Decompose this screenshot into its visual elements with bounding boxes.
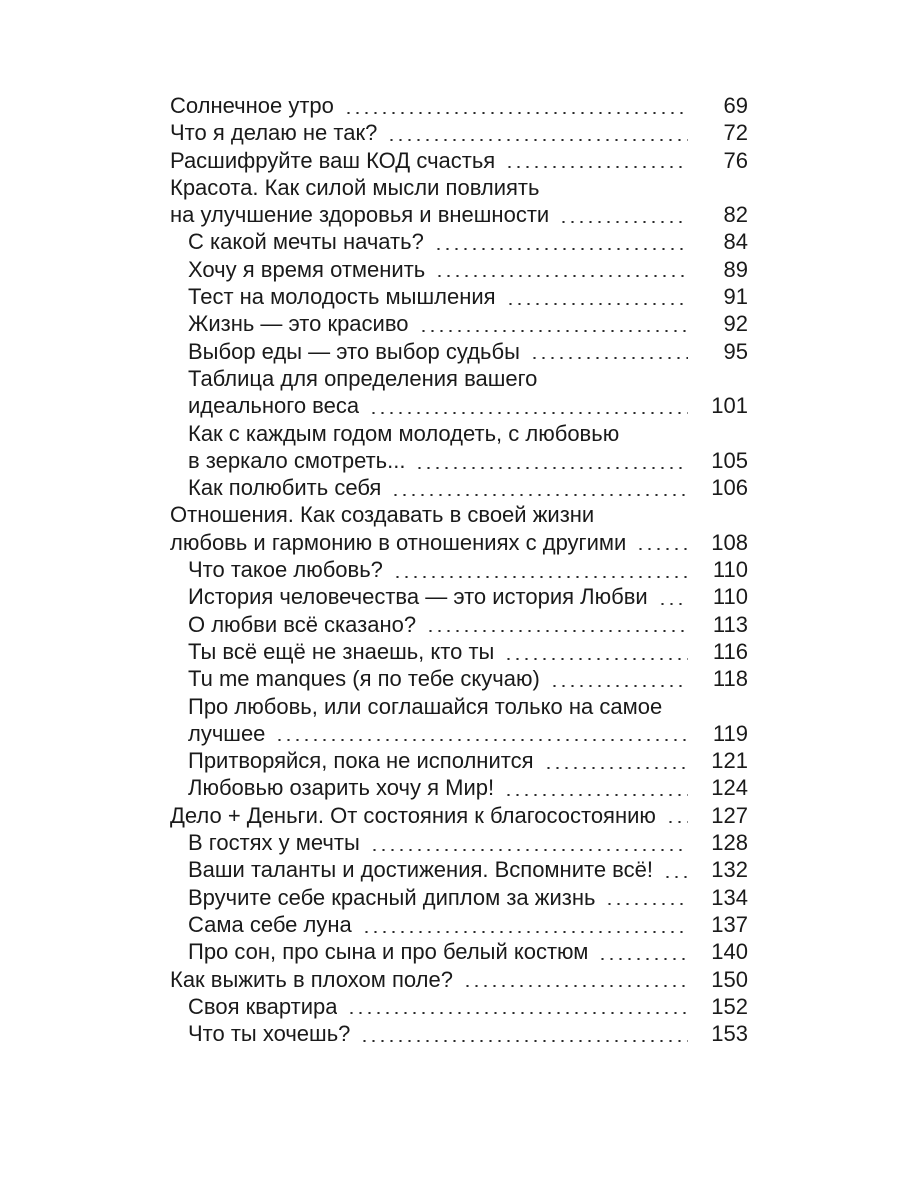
toc-section-entry: [188, 829, 748, 856]
toc-entry-title-line: любовь и гармонию в отношениях с другими: [170, 529, 627, 555]
toc-page-number: 89: [723, 256, 748, 282]
dot-leader: [426, 630, 688, 632]
toc-entry-title-line: Дело + Деньги. От состояния к благосостоянию: [170, 802, 656, 828]
dot-leader: [504, 658, 688, 660]
dot-leader: [550, 685, 688, 687]
dot-leader: [391, 494, 688, 496]
toc-page-number: 110: [712, 557, 748, 583]
toc-page-number: 91: [723, 284, 748, 310]
toc-chapter-entry: [170, 147, 748, 174]
toc-section-entry: [188, 283, 748, 310]
toc-page-number: 101: [711, 393, 748, 419]
dot-leader: [393, 576, 688, 578]
toc-entry-title-line: С какой мечты начать?: [188, 229, 424, 255]
toc-section-entry: [188, 884, 748, 911]
toc-entry-title-line: на улучшение здоровья и внешности: [170, 202, 550, 228]
dot-leader: [658, 603, 688, 605]
dot-leader: [369, 412, 688, 414]
toc-section-entry: [188, 747, 748, 774]
toc-page-number: 152: [711, 993, 748, 1019]
toc-section-entry: [188, 228, 748, 255]
toc-page-number: 116: [712, 638, 748, 664]
dot-leader: [605, 903, 688, 905]
toc-section-entry: [188, 638, 748, 665]
toc-page-number: 150: [711, 966, 748, 992]
dot-leader: [598, 958, 688, 960]
dot-leader: [370, 849, 688, 851]
toc-page-number: 76: [723, 147, 748, 173]
toc-page-number: 72: [723, 120, 748, 146]
toc-entry-title-line: Жизнь — это красиво: [188, 311, 409, 337]
toc-chapter-entry: [170, 501, 748, 556]
dot-leader: [504, 794, 688, 796]
toc-page-number: 140: [711, 939, 748, 965]
toc-section-entry: [188, 611, 748, 638]
toc-section-entry: [188, 583, 748, 610]
toc-section-entry: [188, 856, 748, 883]
toc-section-entry: [188, 256, 748, 283]
dot-leader: [362, 931, 688, 933]
toc-section-entry: [188, 1020, 748, 1047]
toc-entry-title-line: Сама себе луна: [188, 911, 352, 937]
toc-page-number: 119: [712, 720, 748, 746]
toc-section-entry: [188, 911, 748, 938]
toc-page-number: 69: [723, 93, 748, 118]
toc-entry-title-line: Выбор еды — это выбор судьбы: [188, 338, 520, 364]
dot-leader: [419, 330, 688, 332]
toc-chapter-entry: [170, 966, 748, 993]
toc-page-number: 124: [711, 775, 748, 801]
toc-page-number: 132: [711, 857, 748, 883]
toc-entry-title-line: Хочу я время отменить: [188, 256, 426, 282]
toc-entry-title-line: Вручите себе красный диплом за жизнь: [188, 884, 596, 910]
toc-section-entry: [188, 310, 748, 337]
toc-entry-title-line: Что я делаю не так?: [170, 120, 378, 146]
toc-page-number: 106: [711, 475, 748, 501]
toc-page-number: 153: [711, 1021, 748, 1047]
toc-entry-title-line: Любовью озарить хочу я Мир!: [188, 775, 495, 801]
dot-leader: [415, 467, 688, 469]
dot-leader: [636, 548, 688, 550]
toc-section-entry: [188, 365, 748, 420]
dot-leader: [663, 876, 688, 878]
toc-entry-title-line: лучшее: [188, 720, 266, 746]
toc-entry-title-line: История человечества — это история Любви: [188, 584, 648, 610]
toc-entry-title-line: Tu me manques (я по тебе скучаю): [188, 666, 540, 692]
dot-leader: [559, 221, 688, 223]
toc-page-number: 92: [723, 311, 748, 337]
toc-page-number: 113: [712, 611, 748, 637]
toc-page-number: 82: [723, 202, 748, 228]
toc-page-number: 127: [711, 802, 748, 828]
dot-leader: [347, 1012, 688, 1014]
dot-leader: [463, 985, 688, 987]
dot-leader: [435, 275, 688, 277]
toc-entry-title-line: Про любовь, или соглашайся только на самое: [188, 693, 663, 719]
toc-entry-title-line: Отношения. Как создавать в своей жизни: [170, 502, 595, 528]
toc-chapter-entry: [170, 802, 748, 829]
toc-page-number: 121: [711, 748, 748, 774]
dot-leader: [434, 248, 688, 250]
toc-section-entry: [188, 420, 748, 475]
toc-entry-title-line: Про сон, про сына и про белый костюм: [188, 939, 589, 965]
toc-entry-title-line: Тест на молодость мышления: [188, 284, 496, 310]
toc-section-entry: [188, 938, 748, 965]
toc-page-number: 118: [712, 666, 748, 692]
dot-leader: [530, 357, 688, 359]
toc-entry-title-line: Что ты хочешь?: [188, 1021, 351, 1047]
toc-entry-title-line: в зеркало смотреть...: [188, 447, 406, 473]
toc-section-entry: [188, 993, 748, 1020]
toc-entry-title-line: Как выжить в плохом поле?: [170, 966, 453, 992]
toc-entry-title-line: Расшифруйте ваш КОД счастья: [170, 147, 496, 173]
dot-leader: [544, 767, 689, 769]
toc-section-entry: [188, 474, 748, 501]
toc-page-number: 134: [711, 884, 748, 910]
toc-chapter-entry: [170, 119, 748, 146]
toc-entry-title-line: Ты всё ещё не знаешь, кто ты: [188, 638, 495, 664]
toc-entry-title-line: В гостях у мечты: [188, 830, 360, 856]
toc-entry-title-line: Своя квартира: [188, 993, 338, 1019]
toc-section-entry: [188, 665, 748, 692]
toc-section-entry: [188, 774, 748, 801]
toc-entry-title-line: Как полюбить себя: [188, 475, 382, 501]
toc-entry-title-line: Красота. Как силой мысли повлиять: [170, 174, 540, 200]
toc-page-number: 108: [711, 529, 748, 555]
toc-page-number: 110: [712, 584, 748, 610]
toc-section-entry: [188, 338, 748, 365]
dot-leader: [387, 139, 688, 141]
toc-chapter-entry: [170, 92, 748, 119]
table-of-contents: [170, 92, 748, 1047]
toc-entry-title-line: Солнечное утро: [170, 93, 334, 118]
dot-leader: [275, 739, 688, 741]
toc-page-number: 128: [711, 830, 748, 856]
toc-entry-title-line: Как с каждым годом молодеть, с любовью: [188, 420, 620, 446]
dot-leader: [360, 1040, 688, 1042]
toc-entry-title-line: Что такое любовь?: [188, 557, 383, 583]
toc-section-entry: [188, 556, 748, 583]
toc-page-number: 137: [711, 911, 748, 937]
toc-page-number: 105: [711, 447, 748, 473]
toc-entry-title-line: О любви всё сказано?: [188, 611, 417, 637]
dot-leader: [344, 112, 688, 114]
toc-entry-title-line: Таблица для определения вашего: [188, 365, 538, 391]
toc-section-entry: [188, 693, 748, 748]
toc-entry-title-line: Ваши таланты и достижения. Вспомните всё!: [188, 857, 653, 883]
dot-leader: [666, 821, 688, 823]
dot-leader: [505, 166, 688, 168]
toc-entry-title-line: идеального веса: [188, 393, 360, 419]
toc-entry-title-line: Притворяйся, пока не исполнится: [188, 748, 534, 774]
toc-page-number: 95: [723, 338, 748, 364]
dot-leader: [506, 303, 688, 305]
toc-chapter-entry: [170, 174, 748, 229]
toc-page-number: 84: [723, 229, 748, 255]
